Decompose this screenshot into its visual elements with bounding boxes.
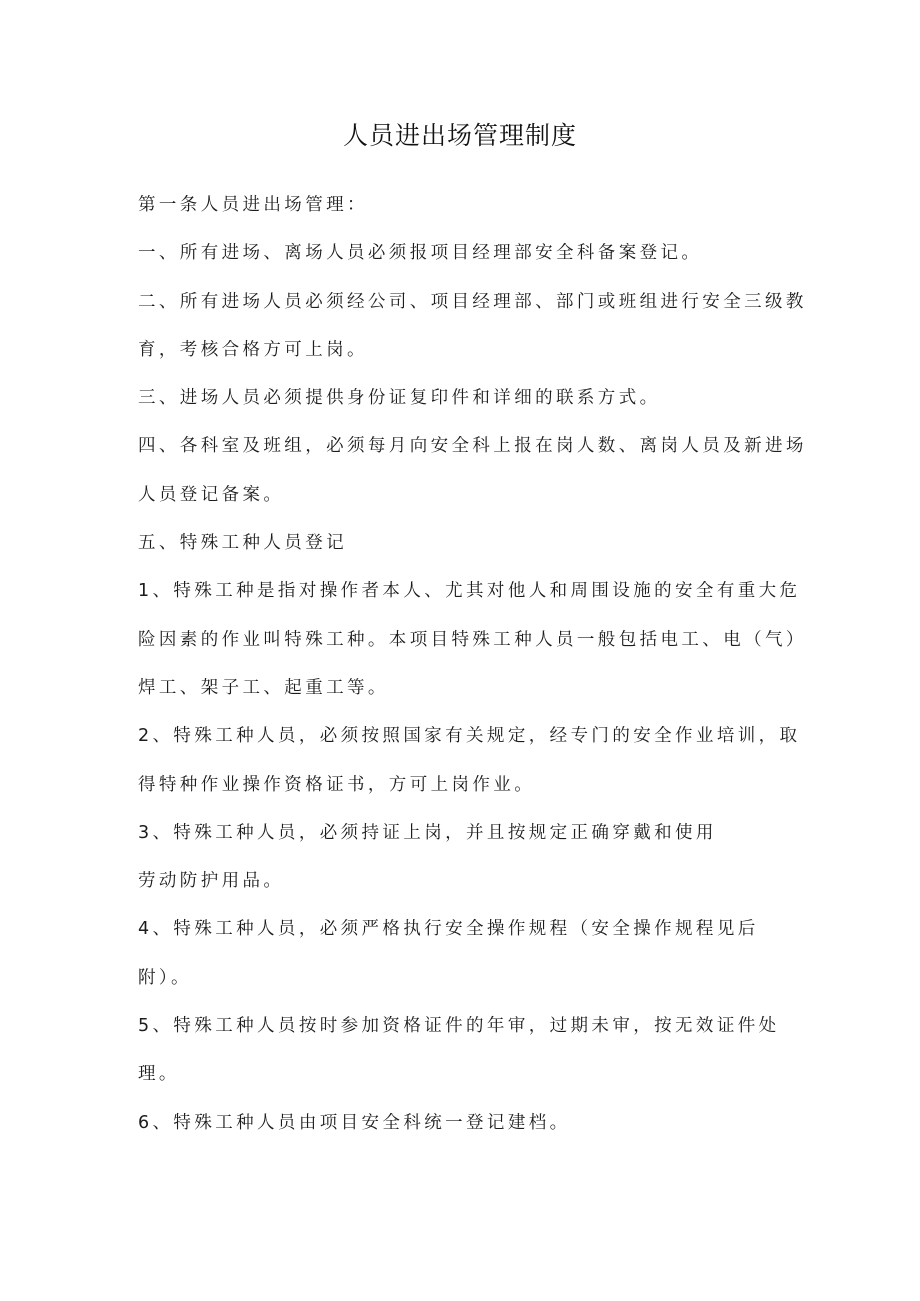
- paragraph-line: 险因素的作业叫特殊工种。本项目特殊工种人员一般包括电工、电（气）: [138, 629, 807, 650]
- paragraph-line: 一、所有进场、离场人员必须报项目经理部安全科备案登记。: [138, 243, 703, 264]
- paragraph-line: 得特种作业操作资格证书，方可上岗作业。: [138, 774, 536, 795]
- paragraph-line: 3、特殊工种人员，必须持证上岗，并且按规定正确穿戴和使用: [138, 822, 717, 843]
- paragraph-line: 理。: [138, 1064, 180, 1085]
- paragraph-line: 4、特殊工种人员，必须严格执行安全操作规程（安全操作规程见后: [138, 919, 759, 940]
- paragraph-line: 1、特殊工种是指对操作者本人、尤其对他人和周围设施的安全有重大危: [138, 581, 801, 602]
- paragraph-line: 5、特殊工种人员按时参加资格证件的年审，过期未审，按无效证件处: [138, 1016, 780, 1037]
- paragraph-line: 附）。: [138, 967, 192, 988]
- paragraph-line: 焊工、架子工、起重工等。: [138, 677, 389, 698]
- paragraph-line: 劳动防护用品。: [138, 871, 285, 892]
- paragraph-line: 人员登记备案。: [138, 484, 285, 505]
- document-body: [138, 184, 807, 1150]
- paragraph-line: 2、特殊工种人员，必须按照国家有关规定，经专门的安全作业培训，取: [138, 726, 801, 747]
- section-heading: 五、特殊工种人员登记: [138, 533, 347, 554]
- paragraph-line: 6、特殊工种人员由项目安全科统一登记建档。: [138, 1112, 571, 1133]
- paragraph-line: 三、进场人员必须提供身份证复印件和详细的联系方式。: [138, 388, 661, 409]
- document-title: 人员进出场管理制度: [342, 121, 577, 150]
- paragraph-line: 四、各科室及班组，必须每月向安全科上报在岗人数、离岗人员及新进场: [138, 436, 807, 457]
- article-heading: 第一条人员进出场管理：: [138, 195, 368, 215]
- paragraph-line: 二、所有进场人员必须经公司、项目经理部、部门或班组进行安全三级教: [138, 291, 807, 312]
- paragraph-line: 育，考核合格方可上岗。: [138, 339, 368, 360]
